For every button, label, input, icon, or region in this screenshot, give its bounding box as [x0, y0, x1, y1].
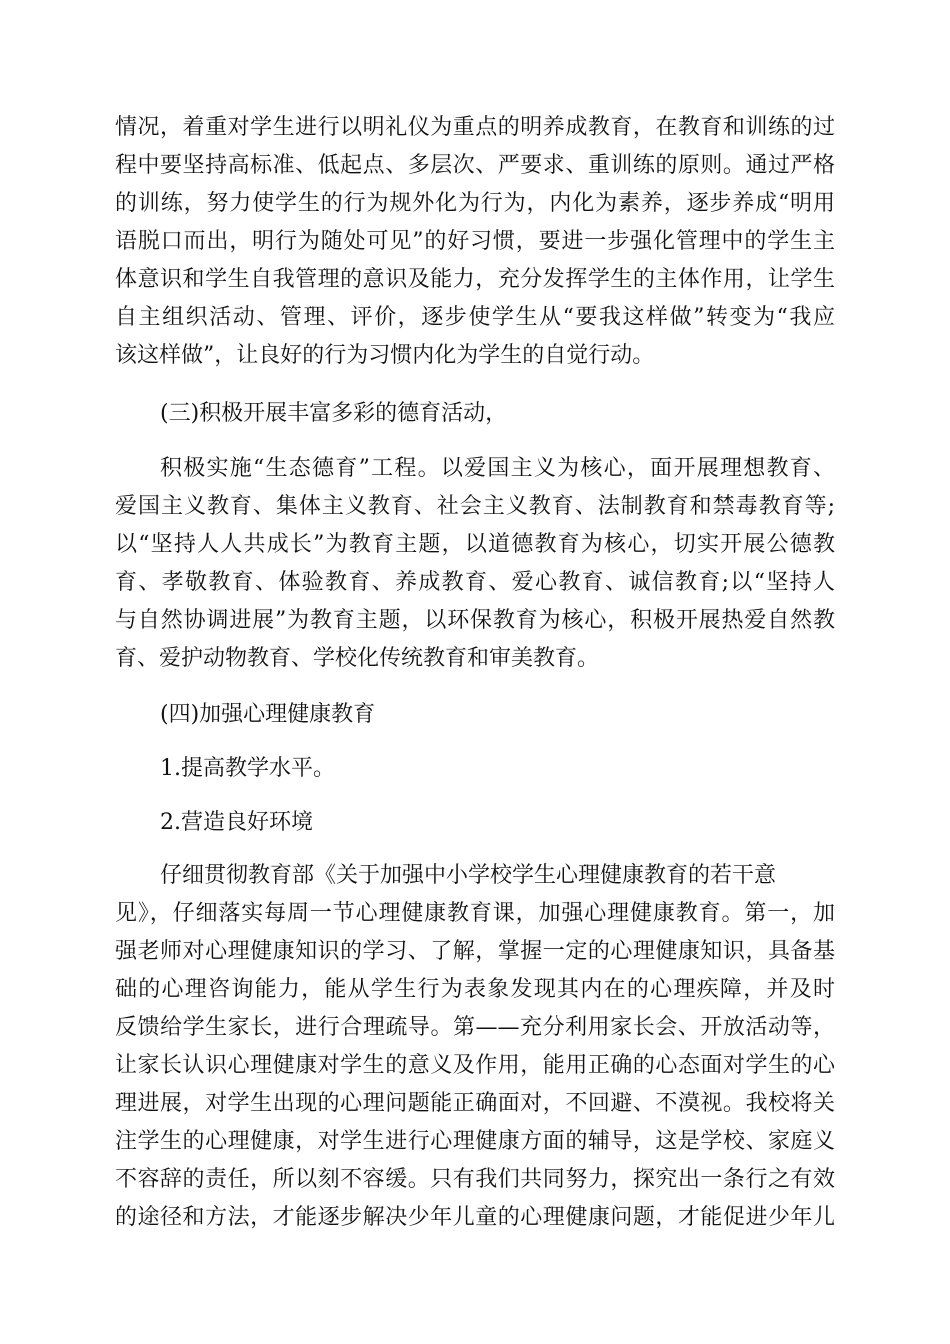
section-heading-4: (四)加强心理健康教育 [160, 702, 376, 727]
paragraph-3-line-5: 反馈给学生家长，进行合理疏导。第——充分利用家长会、开放活动等， [115, 1015, 835, 1040]
list-item-2: 2.营造良好环境 [160, 810, 313, 835]
paragraph-1-line-5: 体意识和学生自我管理的意识及能力，充分发挥学生的主体作用，让学生 [115, 267, 835, 292]
paragraph-3-line-10: 的途径和方法，才能逐步解决少年儿童的心理健康问题，才能促进少年儿 [115, 1205, 835, 1230]
paragraph-1-line-3: 的训练，努力使学生的行为规外化为行为，内化为素养，逐步养成“明用 [115, 191, 835, 216]
paragraph-2-line-1: 积极实施“生态德育”工程。以爱国主义为核心，面开展理想教育、 [160, 456, 835, 481]
paragraph-3-line-2: 见》，仔细落实每周一节心理健康教育课，加强心理健康教育。第一，加 [115, 901, 835, 926]
paragraph-2-line-6: 育、爱护动物教育、学校化传统教育和审美教育。 [115, 646, 600, 671]
paragraph-1-line-4: 语脱口而出，明行为随处可见”的好习惯，要进一步强化管理中的学生主 [115, 229, 835, 254]
section-heading-3: (三)积极开展丰富多彩的德育活动， [160, 401, 508, 426]
paragraph-1-line-6: 自主组织活动、管理、评价，逐步使学生从“要我这样做”转变为“我应 [115, 305, 835, 330]
paragraph-2-line-4: 育、孝敬教育、体验教育、养成教育、爱心教育、诚信教育;以“坚持人 [115, 570, 835, 595]
paragraph-3-line-3: 强老师对心理健康知识的学习、了解，掌握一定的心理健康知识，具备基 [115, 939, 835, 964]
paragraph-2-line-5: 与自然协调进展”为教育主题，以环保教育为核心，积极开展热爱自然教 [115, 608, 835, 633]
paragraph-3-line-9: 不容辞的责任，所以刻不容缓。只有我们共同努力，探究出一条行之有效 [115, 1167, 835, 1192]
paragraph-2-line-3: 以“坚持人人共成长”为教育主题，以道德教育为核心，切实开展公德教 [115, 532, 835, 557]
paragraph-1-line-2: 程中要坚持高标准、低起点、多层次、严要求、重训练的原则。通过严格 [115, 153, 835, 178]
paragraph-3-line-7: 理进展，对学生出现的心理问题能正确面对，不回避、不漠视。我校将关 [115, 1091, 835, 1116]
paragraph-3-line-6: 让家长认识心理健康对学生的意义及作用，能用正确的心态面对学生的心 [115, 1053, 835, 1078]
paragraph-1-line-1: 情况，着重对学生进行以明礼仪为重点的明养成教育，在教育和训练的过 [115, 115, 835, 140]
paragraph-3-line-4: 础的心理咨询能力，能从学生行为表象发现其内在的心理疾障，并及时 [115, 977, 835, 1002]
paragraph-1-line-7: 该这样做”，让良好的行为习惯内化为学生的自觉行动。 [115, 343, 655, 368]
paragraph-3-line-8: 注学生的心理健康，对学生进行心理健康方面的辅导，这是学校、家庭义 [115, 1129, 835, 1154]
paragraph-3-line-1: 仔细贯彻教育部《关于加强中小学校学生心理健康教育的若干意 [160, 863, 777, 888]
paragraph-2-line-2: 爱国主义教育、集体主义教育、社会主义教育、法制教育和禁毒教育等; [115, 494, 835, 519]
list-item-1: 1.提高教学水平。 [160, 756, 335, 781]
